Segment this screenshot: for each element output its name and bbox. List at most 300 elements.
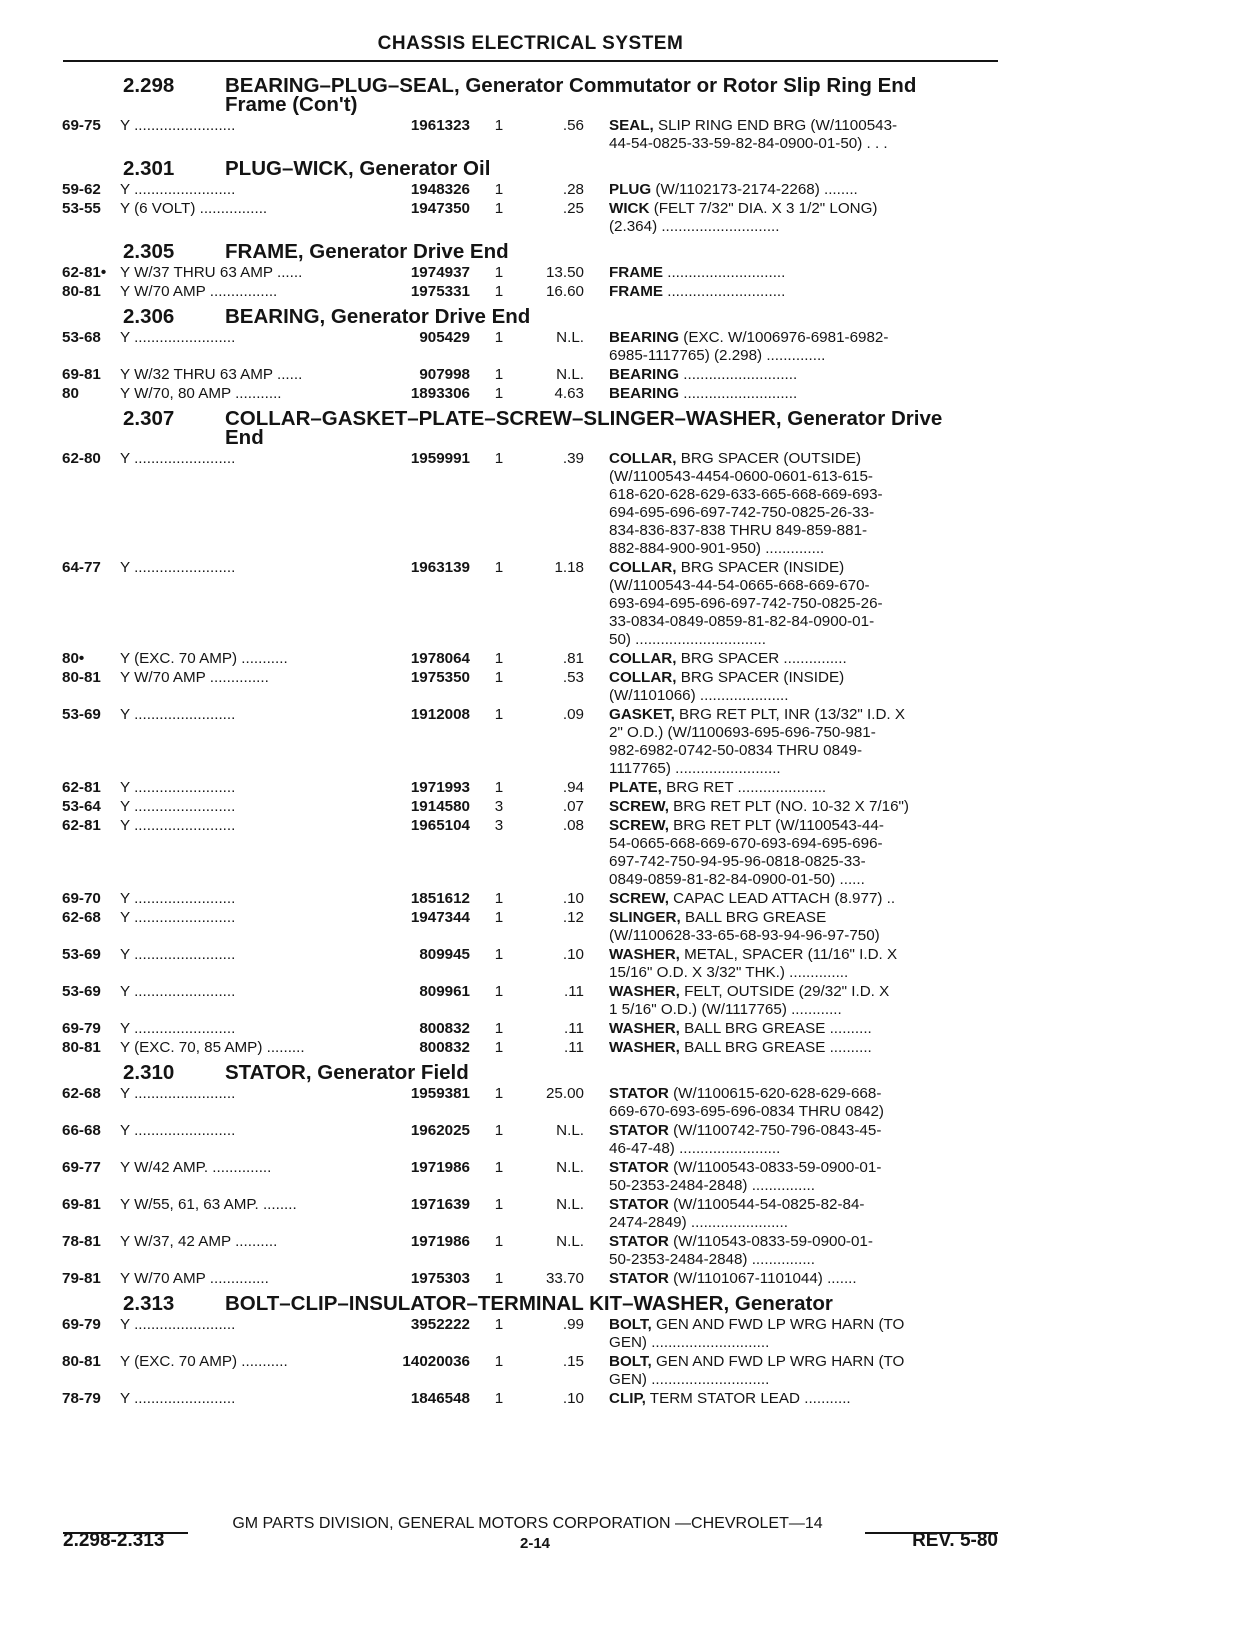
parts-row [0,706,1240,778]
price: 4.63 [554,385,584,402]
application: Y ........................ [120,1020,236,1037]
part-name: STATOR [609,1159,669,1176]
part-number: 1971993 [410,779,470,796]
application: Y ........................ [120,329,236,346]
model-years: 69-79 [62,1316,101,1333]
part-number: 1947350 [410,200,470,217]
part-detail: BALL BRG GREASE .......... [679,1020,872,1037]
footer-section-range: 2.298-2.313 [63,1530,165,1551]
part-detail: ............................ [663,283,786,300]
part-detail: BRG RET PLT, INR (13/32" I.D. X 2" O.D.) (W/1100693-695-696-750-981- 982-6982-0742-50-0834 THRU 0849- 1117765) ......................... [609,706,906,777]
part-description [584,1316,959,1352]
part-description [584,817,959,889]
price: .39 [562,450,584,467]
part-description [584,181,959,199]
parts-row [0,1316,1240,1352]
part-detail: BRG SPACER (INSIDE) (W/1101066) ..................... [609,669,845,704]
application: Y ........................ [120,1122,236,1139]
application: Y ........................ [120,450,236,467]
section-number: 2.310 [123,1061,175,1084]
application: Y ........................ [120,909,236,926]
part-number: 1912008 [410,706,470,723]
part-description [584,1122,959,1158]
part-number: 809961 [419,983,470,1000]
price: .09 [562,706,584,723]
part-description [584,559,959,649]
section-title: FRAME, Generator Drive End [225,240,509,263]
section-number: 2.307 [123,407,175,430]
model-years: 62-81 [62,817,101,834]
part-description [584,1039,959,1057]
part-detail: (W/1100543-0833-59-0900-01- 50-2353-2484-2848) ............... [609,1159,882,1194]
part-name: GASKET, [609,706,675,723]
footer-revision: REV. 5-80 [912,1530,998,1551]
quantity: 1 [494,385,504,402]
model-years: 53-69 [62,706,101,723]
quantity: 1 [494,1233,504,1250]
part-number: 1914580 [410,798,470,815]
model-years: 69-77 [62,1159,101,1176]
part-name: BEARING [609,329,680,346]
price: .10 [562,1390,584,1407]
quantity: 1 [494,1085,504,1102]
part-name: BEARING [609,366,680,383]
section-number: 2.301 [123,157,175,180]
part-number: 1959381 [410,1085,470,1102]
price: 16.60 [545,283,584,300]
footer-page-number: 2-14 [519,1535,551,1552]
part-number: 1971986 [410,1159,470,1176]
section-number: 2.305 [123,240,175,263]
parts-row [0,559,1240,649]
part-number: 1978064 [410,650,470,667]
part-name: STATOR [609,1122,669,1139]
part-number: 905429 [419,329,470,346]
section-heading [0,1063,1240,1082]
part-name: COLLAR, [609,650,677,667]
part-name: FRAME [609,283,663,300]
quantity: 1 [494,1270,504,1287]
price: .08 [562,817,584,834]
parts-row [0,1353,1240,1389]
part-number: 1961323 [410,117,470,134]
price: .81 [562,650,584,667]
section-number: 2.313 [123,1292,175,1315]
parts-row [0,983,1240,1019]
part-detail: SLIP RING END BRG (W/1100543- 44-54-0825-33-59-82-84-0900-01-50) . . . [609,117,898,152]
price: .12 [562,909,584,926]
part-detail: BALL BRG GREASE (W/1100628-33-65-68-93-94-96-97-750) [609,909,880,944]
part-description [584,909,959,945]
section-heading [0,307,1240,326]
parts-row [0,1196,1240,1232]
section-heading [0,159,1240,178]
parts-row [0,909,1240,945]
part-description [584,385,959,403]
part-number: 1963139 [410,559,470,576]
part-name: BEARING [609,385,680,402]
quantity: 1 [494,329,504,346]
part-description [584,1196,959,1232]
part-description [584,1233,959,1269]
parts-row [0,669,1240,705]
part-name: SCREW, [609,798,669,815]
quantity: 1 [494,1353,504,1370]
part-detail: (FELT 7/32" DIA. X 3 1/2" LONG) (2.364) ............................ [609,200,878,235]
price: N.L. [556,1122,584,1139]
model-years: 69-81 [62,366,101,383]
section-title: STATOR, Generator Field [225,1061,469,1084]
parts-row [0,1020,1240,1038]
section-heading [0,76,1240,114]
parts-row [0,385,1240,403]
part-number: 1962025 [410,1122,470,1139]
part-description [584,650,959,668]
part-number: 1971986 [410,1233,470,1250]
quantity: 1 [494,1316,504,1333]
model-years: 80• [62,650,85,667]
part-name: STATOR [609,1196,669,1213]
part-detail: BRG SPACER ............... [676,650,847,667]
parts-row [0,1233,1240,1269]
part-name: SCREW, [609,817,669,834]
part-detail: GEN AND FWD LP WRG HARN (TO GEN) ............................ [609,1353,905,1388]
application: Y ........................ [120,779,236,796]
parts-row [0,1039,1240,1057]
part-number: 1965104 [410,817,470,834]
quantity: 3 [494,798,504,815]
parts-row [0,890,1240,908]
quantity: 1 [494,669,504,686]
part-name: BOLT, [609,1353,652,1370]
quantity: 1 [494,1196,504,1213]
model-years: 80-81 [62,669,101,686]
part-description [584,983,959,1019]
model-years: 78-81 [62,1233,101,1250]
section-heading [0,409,1240,447]
part-name: SEAL, [609,117,654,134]
price: .10 [562,890,584,907]
quantity: 1 [494,1020,504,1037]
application: Y W/32 THRU 63 AMP ...... [120,366,303,383]
part-number: 1947344 [410,909,470,926]
application: Y ........................ [120,1085,236,1102]
part-number: 1893306 [410,385,470,402]
part-number: 3952222 [410,1316,470,1333]
application: Y W/55, 61, 63 AMP. ........ [120,1196,297,1213]
parts-row [0,1085,1240,1121]
part-name: WASHER, [609,946,680,963]
section-heading [0,242,1240,261]
parts-listing [0,70,1240,1409]
price: .10 [562,946,584,963]
section-title: PLUG–WICK, Generator Oil [225,157,491,180]
price: .11 [564,1039,584,1056]
parts-row [0,181,1240,199]
part-name: COLLAR, [609,450,677,467]
part-name: WASHER, [609,983,680,1000]
part-detail: BRG RET ..................... [661,779,827,796]
price: .94 [562,779,584,796]
part-name: STATOR [609,1270,669,1287]
part-detail: BRG RET PLT (NO. 10-32 X 7/16") [668,798,909,815]
application: Y W/37 THRU 63 AMP ...... [120,264,303,281]
quantity: 1 [494,650,504,667]
model-years: 80-81 [62,1039,101,1056]
part-number: 1948326 [410,181,470,198]
quantity: 1 [494,1159,504,1176]
part-description [584,1353,959,1389]
part-detail: (W/110543-0833-59-0900-01- 50-2353-2484-2848) ............... [609,1233,873,1268]
model-years: 80-81 [62,283,101,300]
application: Y (EXC. 70, 85 AMP) ......... [120,1039,305,1056]
application: Y W/37, 42 AMP .......... [120,1233,278,1250]
part-detail: GEN AND FWD LP WRG HARN (TO GEN) ............................ [609,1316,905,1351]
part-name: PLATE, [609,779,662,796]
part-description [584,779,959,797]
part-detail: (W/1102173-2174-2268) ........ [651,181,858,198]
part-name: CLIP, [609,1390,646,1407]
part-detail: ........................... [679,366,798,383]
parts-row [0,817,1240,889]
part-description [584,264,959,282]
part-detail: BRG SPACER (OUTSIDE) (W/1100543-4454-0600-0601-613-615- 618-620-628-629-633-665-668-669-693- 694-695-696-697-742-750-0825-26-33- 834-836-837-838 THRU 849-859-881- 882-884-900-901-950) .............. [609,450,883,557]
model-years: 66-68 [62,1122,101,1139]
part-description [584,117,959,153]
quantity: 1 [494,200,504,217]
parts-row [0,117,1240,153]
application: Y ........................ [120,983,236,1000]
part-description [584,1270,959,1288]
model-years: 64-77 [62,559,101,576]
parts-row [0,1122,1240,1158]
quantity: 1 [494,890,504,907]
application: Y W/70 AMP .............. [120,1270,269,1287]
model-years: 69-70 [62,890,101,907]
price: .11 [564,983,584,1000]
parts-row [0,366,1240,384]
price: .53 [562,669,584,686]
parts-row [0,1270,1240,1288]
quantity: 1 [494,779,504,796]
model-years: 53-55 [62,200,101,217]
part-description [584,669,959,705]
part-detail: BRG SPACER (INSIDE) (W/1100543-44-54-0665-668-669-670- 693-694-695-696-697-742-750-0825-26- 33-0834-0849-0859-81-82-84-0900-01- 50) ............................... [609,559,883,648]
part-description [584,329,959,365]
price: 13.50 [545,264,584,281]
application: Y ........................ [120,706,236,723]
quantity: 1 [494,1390,504,1407]
part-description [584,1085,959,1121]
model-years: 80-81 [62,1353,101,1370]
part-name: SLINGER, [609,909,681,926]
price: 1.18 [554,559,584,576]
model-years: 78-79 [62,1390,101,1407]
part-detail: TERM STATOR LEAD ........... [645,1390,851,1407]
part-detail: (W/1101067-1101044) ....... [668,1270,857,1287]
part-detail: (EXC. W/1006976-6981-6982- 6985-1117765) (2.298) .............. [609,329,889,364]
section-number: 2.306 [123,305,175,328]
section-number: 2.298 [123,74,175,97]
parts-row [0,450,1240,558]
price: N.L. [556,1159,584,1176]
part-detail: CAPAC LEAD ATTACH (8.977) .. [668,890,896,907]
part-description [584,450,959,558]
quantity: 1 [494,706,504,723]
quantity: 1 [494,264,504,281]
quantity: 3 [494,817,504,834]
part-name: STATOR [609,1233,669,1250]
application: Y (6 VOLT) ................ [120,200,268,217]
quantity: 1 [494,983,504,1000]
parts-row [0,283,1240,301]
price: .28 [562,181,584,198]
model-years: 53-68 [62,329,101,346]
part-number: 809945 [419,946,470,963]
part-name: SCREW, [609,890,669,907]
model-years: 80 [62,385,79,402]
application: Y ........................ [120,817,236,834]
quantity: 1 [494,181,504,198]
part-detail: BALL BRG GREASE .......... [679,1039,872,1056]
part-detail: (W/1100615-620-628-629-668- 669-670-693-695-696-0834 THRU 0842) [609,1085,884,1120]
model-years: 53-69 [62,983,101,1000]
quantity: 1 [494,1122,504,1139]
model-years: 69-81 [62,1196,101,1213]
part-number: 14020036 [402,1353,470,1370]
part-number: 800832 [419,1039,470,1056]
section-title: BEARING, Generator Drive End [225,305,531,328]
section-heading [0,1294,1240,1313]
part-detail: ........................... [679,385,798,402]
parts-row [0,1159,1240,1195]
part-description [584,946,959,982]
title-divider [63,60,998,62]
part-detail: BRG RET PLT (W/1100543-44- 54-0665-668-669-670-693-694-695-696- 697-742-750-94-95-96-0818-0825-33- 0849-0859-81-82-84-0900-01-50) ...... [609,817,884,888]
part-description [584,798,959,816]
application: Y W/70 AMP ................ [120,283,278,300]
quantity: 1 [494,366,504,383]
part-description [584,283,959,301]
part-number: 800832 [419,1020,470,1037]
application: Y ........................ [120,1316,236,1333]
application: Y ........................ [120,946,236,963]
parts-row [0,200,1240,236]
model-years: 59-62 [62,181,101,198]
application: Y (EXC. 70 AMP) ........... [120,1353,288,1370]
model-years: 62-81 [62,779,101,796]
part-detail: (W/1100742-750-796-0843-45- 46-47-48) ........................ [609,1122,882,1157]
section-title: BOLT–CLIP–INSULATOR–TERMINAL KIT–WASHER, Generator [225,1292,833,1315]
part-number: 1975303 [410,1270,470,1287]
part-number: 1975331 [410,283,470,300]
part-detail: ............................ [663,264,786,281]
model-years: 62-68 [62,909,101,926]
footer-publisher: GM PARTS DIVISION, GENERAL MOTORS CORPORATION —CHEVROLET—14 [232,1515,823,1532]
part-description [584,890,959,908]
model-years: 62-68 [62,1085,101,1102]
price: 33.70 [545,1270,584,1287]
part-number: 1974937 [410,264,470,281]
part-description [584,1020,959,1038]
quantity: 1 [494,1039,504,1056]
part-description [584,200,959,236]
part-name: COLLAR, [609,669,677,686]
quantity: 1 [494,559,504,576]
part-description [584,1390,959,1408]
part-number: 1959991 [410,450,470,467]
part-number: 1846548 [410,1390,470,1407]
price: .07 [562,798,584,815]
application: Y W/42 AMP. .............. [120,1159,272,1176]
application: Y (EXC. 70 AMP) ........... [120,650,288,667]
part-name: BOLT, [609,1316,652,1333]
application: Y ........................ [120,890,236,907]
model-years: 62-81• [62,264,107,281]
section-title: COLLAR–GASKET–PLATE–SCREW–SLINGER–WASHER, Generator Drive End [225,407,943,449]
part-description [584,1159,959,1195]
application: Y ........................ [120,559,236,576]
part-detail: METAL, SPACER (11/16" I.D. X 15/16" O.D. X 3/32" THK.) .............. [609,946,898,981]
price: .11 [564,1020,584,1037]
part-name: WASHER, [609,1039,680,1056]
part-detail: FELT, OUTSIDE (29/32" I.D. X 1 5/16" O.D.) (W/1117765) ............ [609,983,890,1018]
price: N.L. [556,329,584,346]
quantity: 1 [494,283,504,300]
model-years: 53-64 [62,798,101,815]
part-detail: (W/1100544-54-0825-82-84- 2474-2849) ....................... [609,1196,865,1231]
part-name: FRAME [609,264,663,281]
quantity: 1 [494,450,504,467]
price: N.L. [556,1196,584,1213]
model-years: 62-80 [62,450,101,467]
section-title: BEARING–PLUG–SEAL, Generator Commutator or Rotor Slip Ring End Frame (Con't) [225,74,917,116]
quantity: 1 [494,946,504,963]
parts-row [0,779,1240,797]
parts-row [0,329,1240,365]
application: Y W/70, 80 AMP ........... [120,385,282,402]
price: .15 [562,1353,584,1370]
application: Y ........................ [120,117,236,134]
parts-row [0,1390,1240,1408]
part-description [584,706,959,778]
price: N.L. [556,366,584,383]
part-description [584,366,959,384]
parts-row [0,264,1240,282]
application: Y ........................ [120,1390,236,1407]
part-name: WICK [609,200,650,217]
quantity: 1 [494,117,504,134]
price: N.L. [556,1233,584,1250]
part-name: STATOR [609,1085,669,1102]
price: .25 [562,200,584,217]
parts-row [0,650,1240,668]
model-years: 53-69 [62,946,101,963]
price: .99 [562,1316,584,1333]
model-years: 69-75 [62,117,101,134]
page-title: CHASSIS ELECTRICAL SYSTEM [377,33,684,54]
part-number: 1851612 [410,890,470,907]
part-number: 1975350 [410,669,470,686]
parts-row [0,946,1240,982]
quantity: 1 [494,909,504,926]
part-name: PLUG [609,181,652,198]
part-number: 1971639 [410,1196,470,1213]
model-years: 79-81 [62,1270,101,1287]
application: Y W/70 AMP .............. [120,669,269,686]
application: Y ........................ [120,181,236,198]
parts-row [0,798,1240,816]
